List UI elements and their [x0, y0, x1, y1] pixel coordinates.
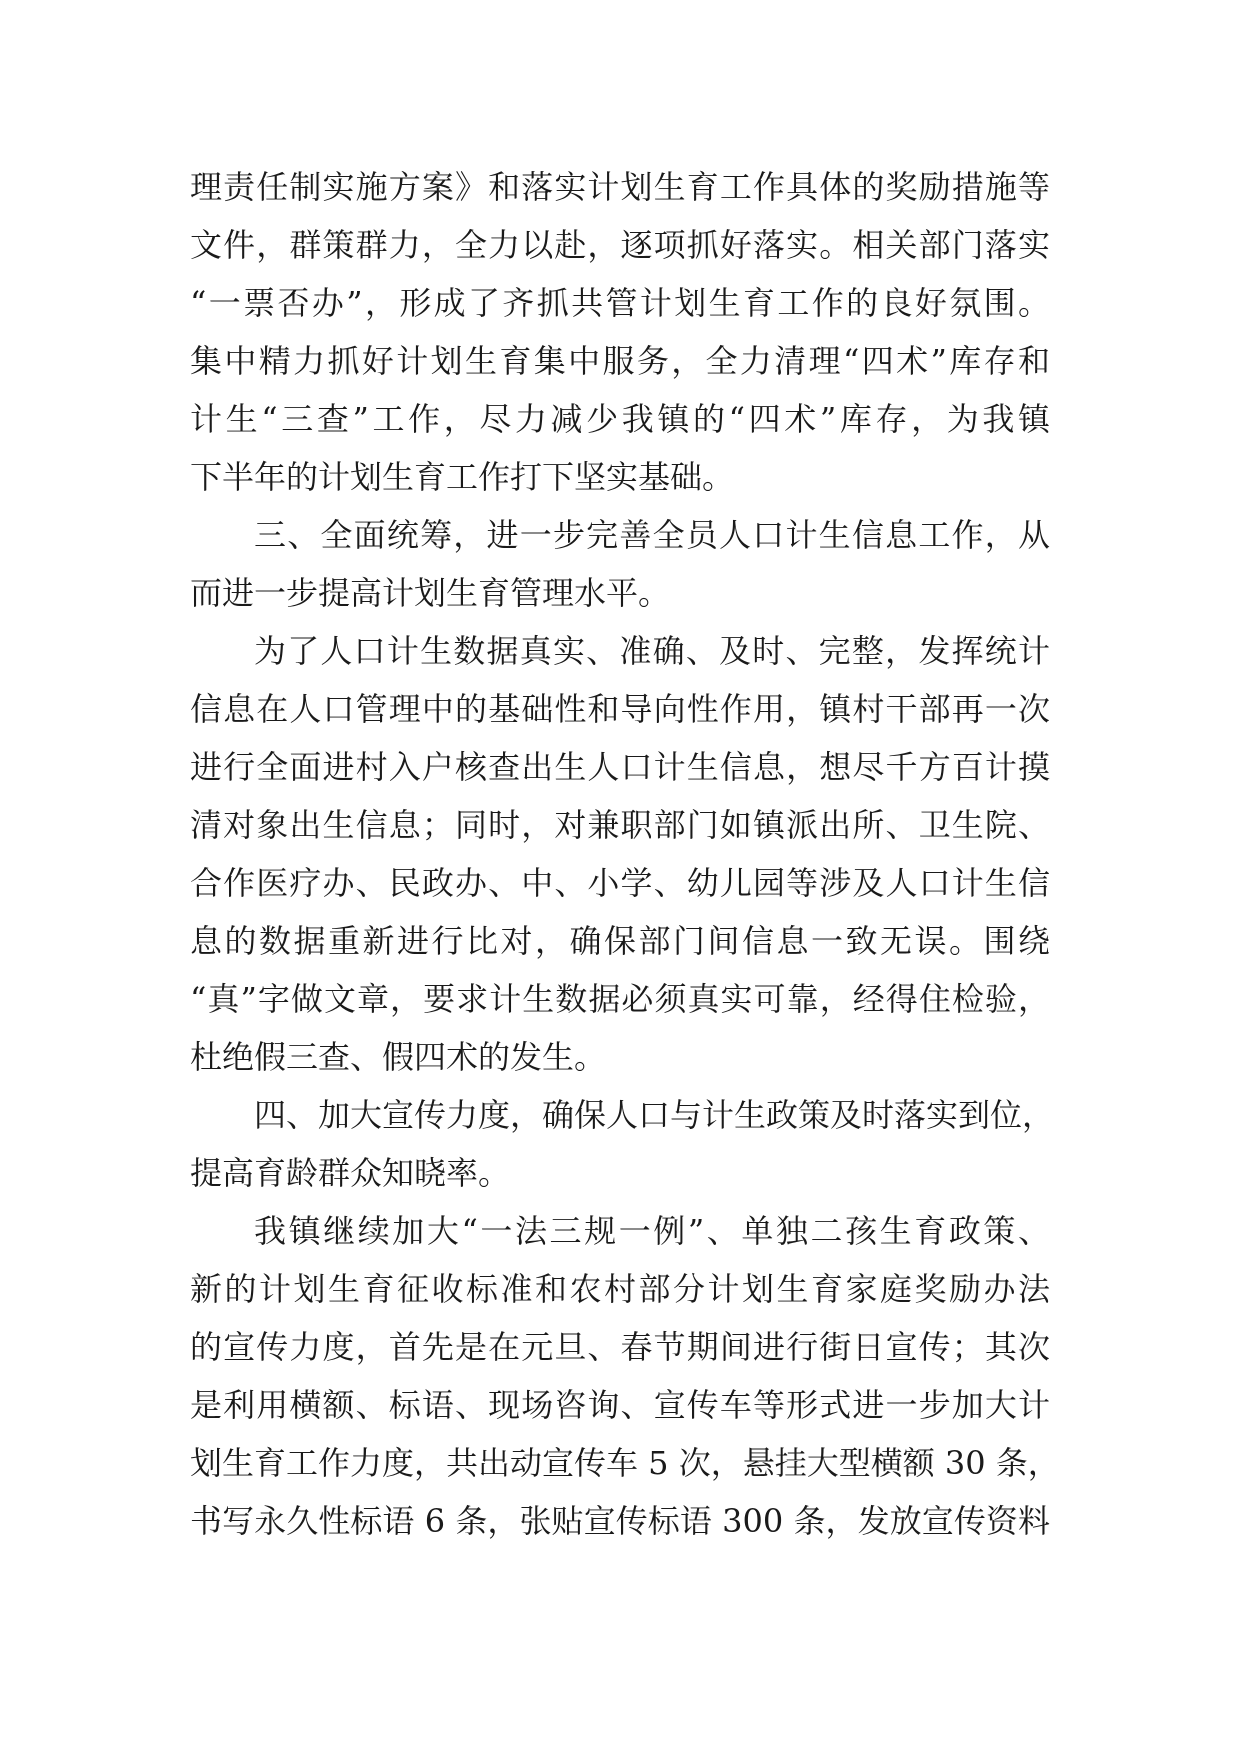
text-line: 文件，群策群力，全力以赴，逐项抓好落实。相关部门落实	[190, 226, 1050, 264]
text-line: 划生育工作力度，共出动宣传车 5 次，悬挂大型横额 30 条，	[190, 1444, 1060, 1482]
text-line: “一票否办”，形成了齐抓共管计划生育工作的良好氛围。	[190, 284, 1050, 322]
text-line: 我镇继续加大“一法三规一例”、单独二孩生育政策、	[254, 1212, 1050, 1250]
section-heading-line: 提高育龄群众知晓率。	[190, 1154, 511, 1192]
text-line: 清对象出生信息；同时，对兼职部门如镇派出所、卫生院、	[190, 806, 1050, 844]
section-heading-line: 而进一步提高计划生育管理水平。	[190, 574, 671, 612]
text-line: 息的数据重新进行比对，确保部门间信息一致无误。围绕	[190, 922, 1050, 960]
text-line: 为了人口计生数据真实、准确、及时、完整，发挥统计	[254, 632, 1050, 670]
text-line: 进行全面进村入户核查出生人口计生信息，想尽千方百计摸	[190, 748, 1050, 786]
text-line: 理责任制实施方案》和落实计划生育工作具体的奖励措施等	[190, 168, 1050, 206]
text-line: 计生“三查”工作，尽力减少我镇的“四术”库存，为我镇	[190, 400, 1050, 438]
text-line: 新的计划生育征收标准和农村部分计划生育家庭奖励办法	[190, 1270, 1050, 1308]
text-line: 是利用横额、标语、现场咨询、宣传车等形式进一步加大计	[190, 1386, 1050, 1424]
text-line: 集中精力抓好计划生育集中服务，全力清理“四术”库存和	[190, 342, 1050, 380]
text-line: “真”字做文章，要求计生数据必须真实可靠，经得住检验，	[190, 980, 1050, 1018]
text-line: 合作医疗办、民政办、中、小学、幼儿园等涉及人口计生信	[190, 864, 1050, 902]
section-heading-line: 三、全面统筹，进一步完善全员人口计生信息工作，从	[254, 516, 1050, 554]
text-line: 信息在人口管理中的基础性和导向性作用，镇村干部再一次	[190, 690, 1050, 728]
body-text	[190, 158, 1060, 1550]
section-heading-line: 四、加大宣传力度，确保人口与计生政策及时落实到位，	[254, 1096, 1055, 1134]
text-line: 下半年的计划生育工作打下坚实基础。	[190, 458, 735, 496]
text-line: 杜绝假三查、假四术的发生。	[190, 1038, 607, 1076]
text-line: 书写永久性标语 6 条，张贴宣传标语 300 条，发放宣传资料	[190, 1502, 1050, 1540]
text-line: 的宣传力度，首先是在元旦、春节期间进行街日宣传；其次	[190, 1328, 1050, 1366]
